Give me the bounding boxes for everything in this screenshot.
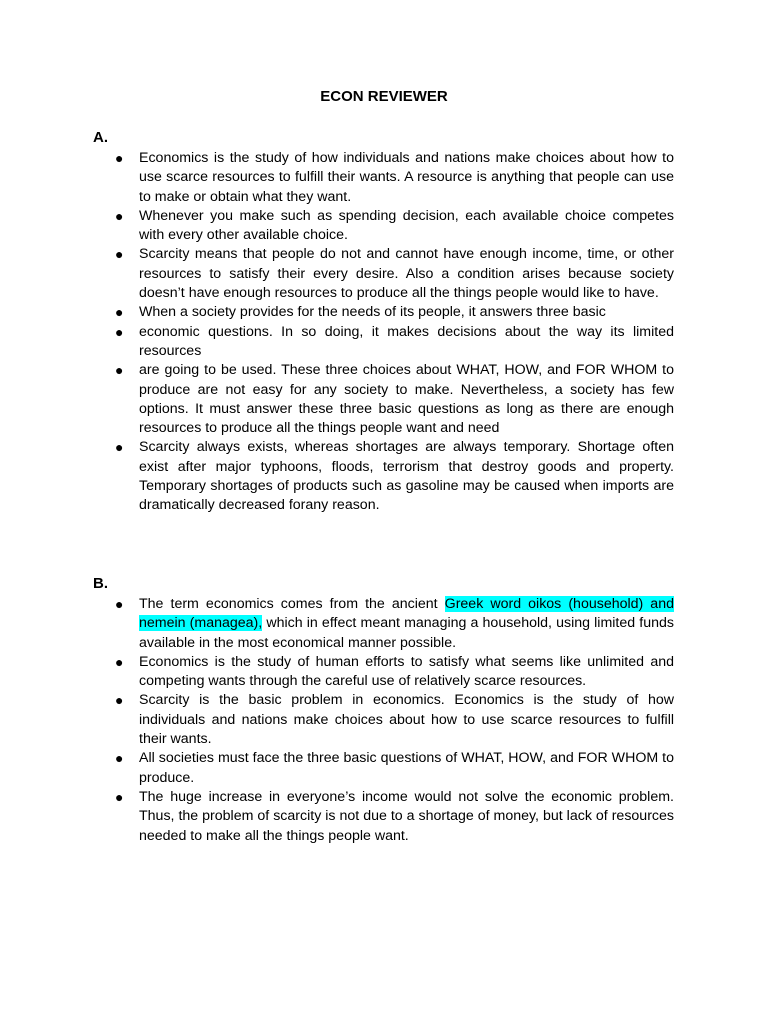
list-item-text-before: The term economics comes from the ancient <box>139 596 445 612</box>
list-item-text-after: which in effect meant managing a household, using limited funds available in the most economical manner possible. <box>139 615 674 651</box>
list-item <box>93 245 674 303</box>
list-item-text: Scarcity always exists, whereas shortages are always temporary. Shortage often exist after major typhoons, floods, terrorism that destroy goods and property. Temporary shortages of products such as gasoline may be caused when imports are dramatically decreased forany reason. <box>139 439 674 514</box>
bullet-icon: ● <box>115 439 124 456</box>
bullet-icon: ● <box>115 207 124 224</box>
section-heading-a: A. <box>93 129 108 146</box>
list-item-text: Economics is the study of how individuals and nations make choices about how to use scarce resources to fulfill their wants. A resource is anything that people can use to make or obtain what they want. <box>139 150 674 205</box>
bullet-icon: ● <box>115 596 124 612</box>
list-item-text: The huge increase in everyone’s income would not solve the economic problem. Thus, the problem of scarcity is not due to a shortage of money, but lack of resources needed to make all the things people want. <box>139 788 674 844</box>
list-item-text: All societies must face the three basic questions of WHAT, HOW, and FOR WHOM to produce. <box>139 750 674 786</box>
highlighted-text: Greek word oikos (household) and nemein (managea), <box>139 596 674 632</box>
list-item-text: are going to be used. These three choices about WHAT, HOW, and FOR WHOM to produce are not easy for any society to make. Nevertheless, a society has few options. It must answer these three basic questions as long as there are enough resources to produce all the things people want and need <box>139 362 674 437</box>
list-item <box>93 149 674 207</box>
bullet-list-b <box>93 595 674 846</box>
list-item-text: Whenever you make such as spending decision, each available choice competes with every other available choice. <box>139 207 674 244</box>
list-item-text: Scarcity means that people do not and cannot have enough income, time, or other resources to satisfy their every desire. Also a condition arises because society doesn’t have enough resources to produce all the things people would like to have. <box>139 246 674 302</box>
bullet-icon: ● <box>115 150 124 166</box>
list-item <box>93 361 674 438</box>
section-a <box>93 128 674 516</box>
list-item <box>93 749 674 788</box>
bullet-icon: ● <box>115 653 124 670</box>
list-item <box>93 303 674 322</box>
list-item <box>93 207 674 246</box>
list-item-text: When a society provides for the needs of its people, it answers three basic <box>139 304 606 321</box>
list-item <box>93 653 674 692</box>
list-item <box>93 788 674 846</box>
bullet-icon: ● <box>115 304 124 321</box>
bullet-icon: ● <box>115 362 124 379</box>
bullet-icon: ● <box>115 323 124 340</box>
list-item-text: Scarcity is the basic problem in economics. Economics is the study of how individuals and nations make choices about how to use scarce resources to fulfill their wants. <box>139 692 674 748</box>
list-item <box>93 323 674 362</box>
document-title: ECON REVIEWER <box>320 88 448 105</box>
list-item-text: Economics is the study of human efforts to satisfy what seems like unlimited and competing wants through the careful use of relatively scarce resources. <box>139 653 674 690</box>
list-item <box>93 438 674 515</box>
section-heading-b: B. <box>93 575 108 592</box>
list-item <box>93 691 674 749</box>
section-b <box>93 574 674 846</box>
bullet-icon: ● <box>115 246 124 263</box>
bullet-icon: ● <box>115 692 124 709</box>
bullet-list-a <box>93 149 674 516</box>
bullet-icon: ● <box>115 788 124 805</box>
list-item-text: economic questions. In so doing, it makes decisions about the way its limited resources <box>139 323 674 359</box>
bullet-icon: ● <box>115 750 124 767</box>
list-item <box>93 595 674 653</box>
